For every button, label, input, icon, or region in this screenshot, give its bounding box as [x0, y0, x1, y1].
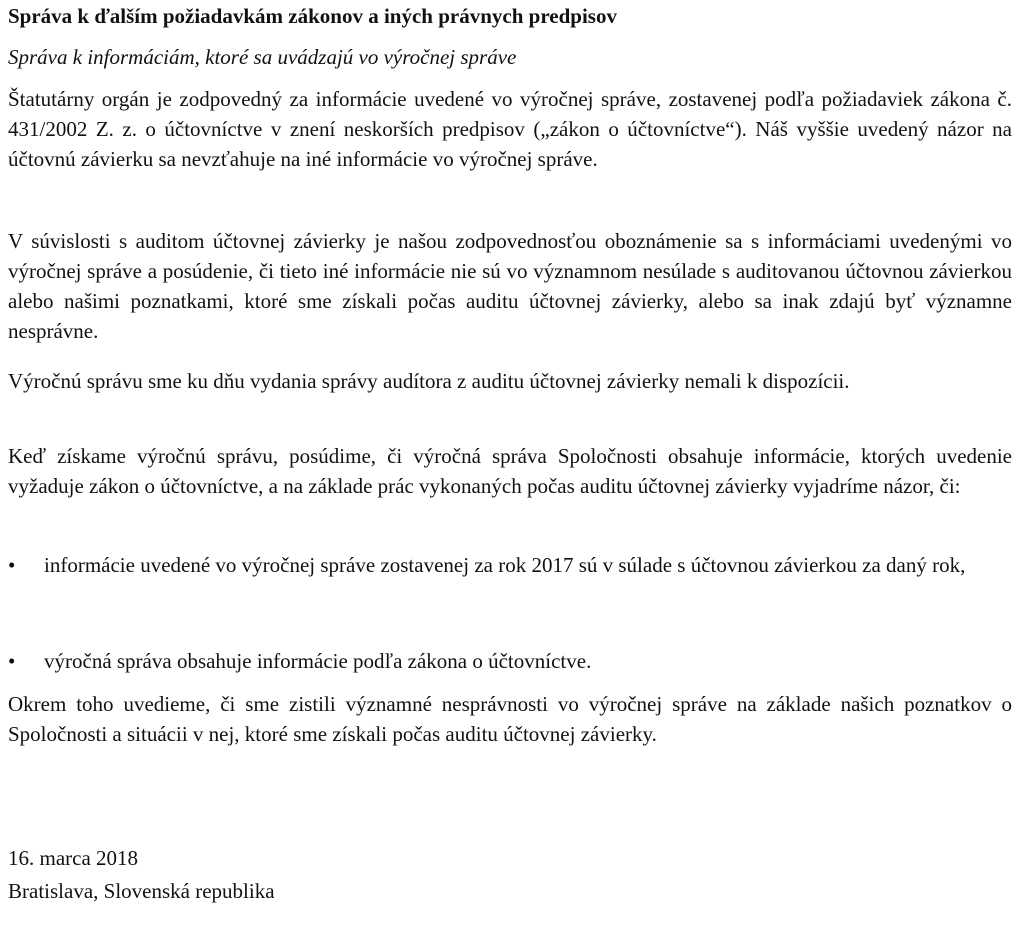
paragraph-report-unavailable: Výročnú správu sme ku dňu vydania správy audítora z auditu účtovnej závierky nemali k dispozícii.	[8, 369, 850, 393]
report-place: Bratislava, Slovenská republika	[8, 879, 275, 903]
bullet-icon: •	[8, 649, 16, 673]
bullet-text: výročná správa obsahuje informácie podľa zákona o účtovníctve.	[44, 649, 592, 673]
report-date: 16. marca 2018	[8, 846, 139, 870]
bullet-icon: •	[8, 553, 16, 577]
paragraph-misstatements: Okrem toho uvedieme, či sme zistili významné nesprávnosti vo výročnej správe na základe našich poznatkov o Spoločnosti a situácii v nej, ktoré sme získali počas auditu účtovnej závierky.	[8, 692, 1012, 746]
section-heading: Správa k ďalším požiadavkám zákonov a iných právnych predpisov	[8, 4, 617, 28]
paragraph-audit-responsibility: V súvislosti s auditom účtovnej závierky je našou zodpovednosťou oboznámenie sa s informáciami uvedenými vo výročnej správe a posúdenie, či tieto iné informácie nie sú vo významnom nesúlade s auditovanou účtovnou závierkou alebo našimi poznatkami, ktoré sme získali počas auditu účtovnej závierky, alebo sa inak zdajú byť významne nesprávne.	[8, 229, 1012, 343]
paragraph-future-assessment: Keď získame výročnú správu, posúdime, či výročná správa Spoločnosti obsahuje informácie, ktorých uvedenie vyžaduje zákon o účtovníctve, a na základe prác vykonaných počas auditu účtovnej závierky vyjadríme názor, či:	[8, 444, 1012, 498]
section-subheading: Správa k informáciám, ktoré sa uvádzajú vo výročnej správe	[8, 45, 517, 69]
paragraph-statutory-body: Štatutárny orgán je zodpovedný za informácie uvedené vo výročnej správe, zostavenej podľa požiadaviek zákona č. 431/2002 Z. z. o účtovníctve v znení neskorších predpisov („zákon o účtovníctve“). Náš vyššie uvedený názor na účtovnú závierku sa nevzťahuje na iné informácie vo výročnej správe.	[8, 87, 1012, 171]
bullet-text: informácie uvedené vo výročnej správe zostavenej za rok 2017 sú v súlade s účtovnou závierkou za daný rok,	[44, 553, 966, 577]
